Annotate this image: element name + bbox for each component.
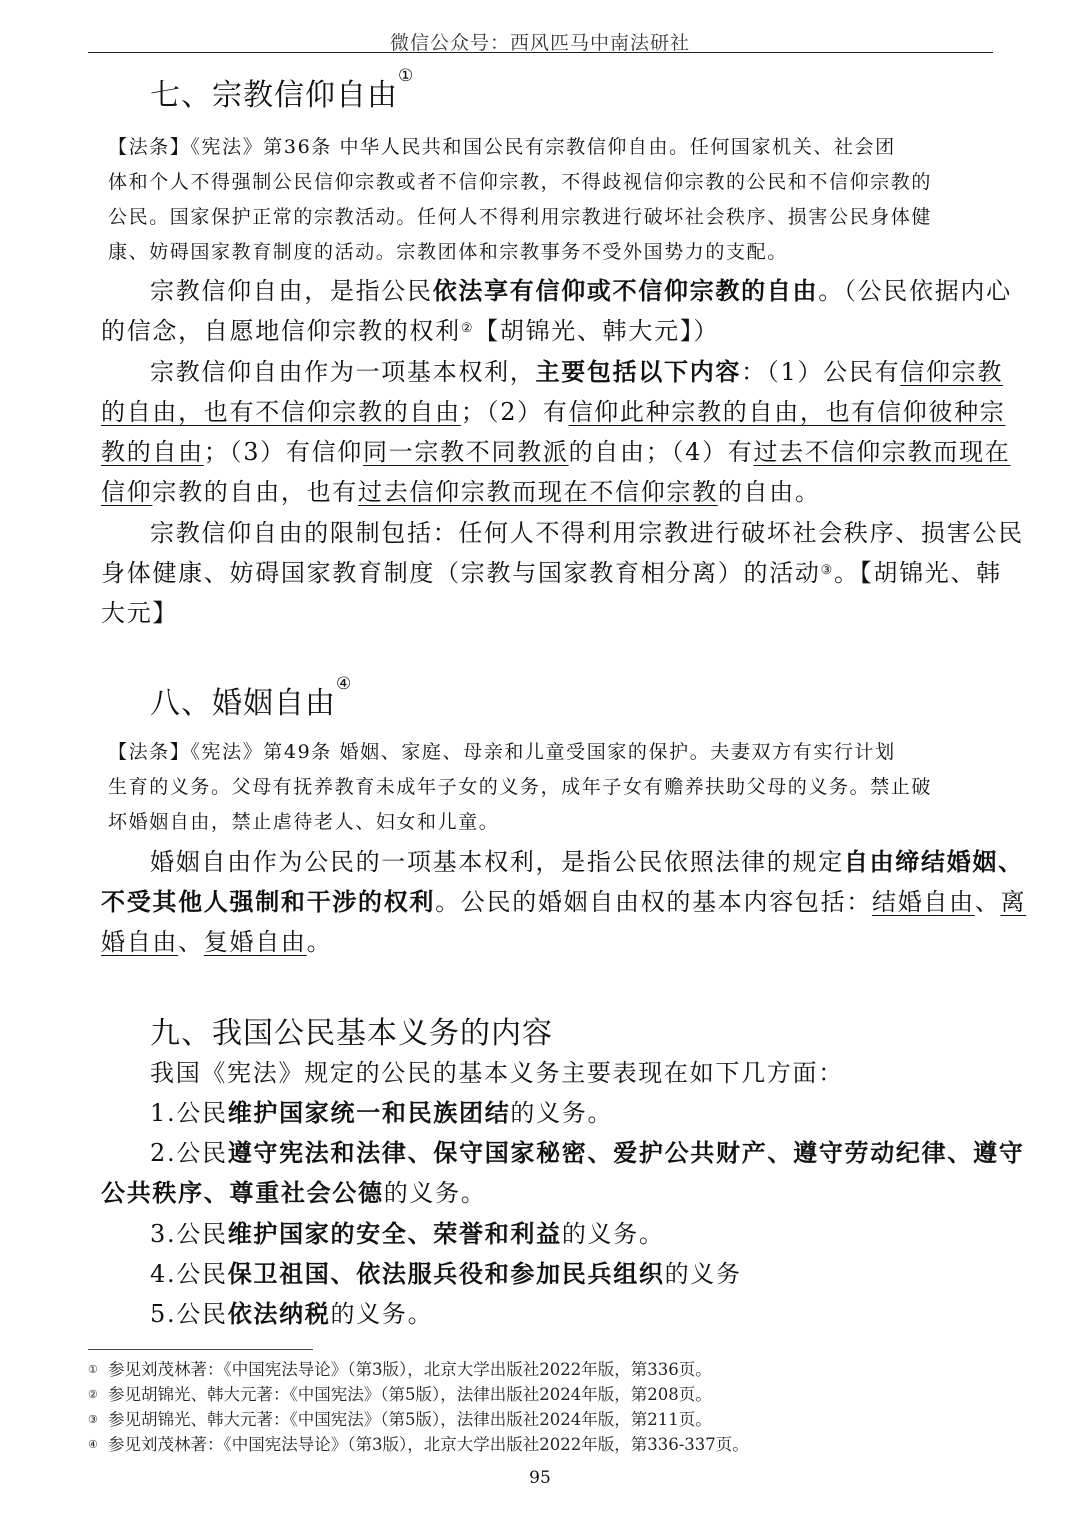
paragraph-line: 婚自由、复婚自由。: [101, 928, 333, 956]
paragraph-line: 我国《宪法》规定的公民的基本义务主要表现在如下几方面：: [150, 1059, 844, 1087]
statute-line: 【法条】《宪法》第49条 婚姻、家庭、母亲和儿童受国家的保护。夫妻双方有实行计划: [108, 741, 896, 763]
footnote: ④ 参见刘茂林著：《中国宪法导论》（第3版），北京大学出版社2022年版，第336-337页。: [88, 1435, 749, 1454]
paragraph-line: 的信念，自愿地信仰宗教的权利②【胡锦光、韩大元】）: [101, 317, 720, 345]
paragraph-line: 不受其他人强制和干涉的权利。公民的婚姻自由权的基本内容包括：结婚自由、离: [101, 887, 1027, 916]
paragraph-line: 教的自由；（3）有信仰同一宗教不同教派的自由；（4）有过去不信仰宗教而现在: [101, 438, 1011, 466]
section-7-title: 七、宗教信仰自由①: [150, 66, 415, 113]
paragraph-line: 的自由，也有不信仰宗教的自由；（2）有信仰此种宗教的自由，也有信仰彼种宗: [101, 398, 1006, 426]
statute-line: 公民。国家保护正常的宗教活动。任何人不得利用宗教进行破坏社会秩序、损害公民身体健: [108, 206, 933, 228]
header-rule: [88, 52, 993, 53]
paragraph-line: 信仰宗教的自由，也有过去信仰宗教而现在不信仰宗教的自由。: [101, 478, 821, 506]
duty-item: 2.公民遵守宪法和法律、保守国家秘密、爱护公共财产、遵守劳动纪律、遵守: [150, 1138, 1025, 1167]
duty-item: 3.公民维护国家的安全、荣誉和利益的义务。: [150, 1219, 665, 1248]
paragraph-line: 身体健康、妨碍国家教育制度（宗教与国家教育相分离）的活动③。【胡锦光、韩: [101, 559, 1002, 587]
duty-item-continued: 公共秩序、尊重社会公德的义务。: [101, 1178, 487, 1207]
footnotes: [88, 1357, 749, 1457]
footnote: ② 参见胡锦光、韩大元著：《中国宪法》（第5版），法律出版社2024年版，第208页。: [88, 1385, 712, 1404]
statute-line: 康、妨碍国家教育制度的活动。宗教团体和宗教事务不受外国势力的支配。: [108, 241, 788, 263]
footnote: ① 参见刘茂林著：《中国宪法导论》（第3版），北京大学出版社2022年版，第336页。: [88, 1360, 712, 1379]
footnote: ③ 参见胡锦光、韩大元著：《中国宪法》（第5版），法律出版社2024年版，第211页。: [88, 1410, 712, 1429]
footnote-ref: ②: [460, 321, 475, 336]
paragraph-line: 婚姻自由作为公民的一项基本权利，是指公民依照法律的规定自由缔结婚姻、: [150, 847, 1024, 876]
statute-line: 坏婚姻自由，禁止虐待老人、妇女和儿童。: [108, 811, 500, 833]
section-8-title: 八、婚姻自由④: [150, 674, 353, 721]
paragraph-line: 宗教信仰自由，是指公民依法享有信仰或不信仰宗教的自由。（公民依据内心: [150, 276, 1012, 305]
paragraph-line: 宗教信仰自由的限制包括：任何人不得利用宗教进行破坏社会秩序、损害公民: [150, 519, 1024, 547]
page-header: 微信公众号：西风匹马中南法研社: [389, 32, 690, 54]
footnote-ref: ③: [820, 563, 834, 578]
page-number: 95: [529, 1468, 551, 1488]
duty-item: 1.公民维护国家统一和民族团结的义务。: [150, 1098, 614, 1127]
footnote-ref: ④: [336, 674, 353, 694]
statute-article-49: [108, 735, 988, 840]
paragraph-line: 大元】: [101, 599, 179, 627]
paragraph-line: 宗教信仰自由作为一项基本权利，主要包括以下内容：（1）公民有信仰宗教: [150, 357, 1004, 386]
section-9-title: 九、我国公民基本义务的内容: [150, 1016, 553, 1051]
duty-item: 4.公民保卫祖国、依法服兵役和参加民兵组织的义务: [150, 1259, 742, 1288]
footnote-rule: [88, 1349, 313, 1350]
statute-line: 生育的义务。父母有抚养教育未成年子女的义务，成年子女有赡养扶助父母的义务。禁止破: [108, 776, 933, 798]
statute-article-36: [108, 130, 988, 270]
footnote-ref: ①: [398, 66, 415, 86]
statute-line: 【法条】《宪法》第36条 中华人民共和国公民有宗教信仰自由。任何国家机关、社会团: [108, 136, 896, 158]
statute-line: 体和个人不得强制公民信仰宗教或者不信仰宗教，不得歧视信仰宗教的公民和不信仰宗教的: [108, 171, 933, 193]
duty-item: 5.公民依法纳税的义务。: [150, 1299, 434, 1328]
